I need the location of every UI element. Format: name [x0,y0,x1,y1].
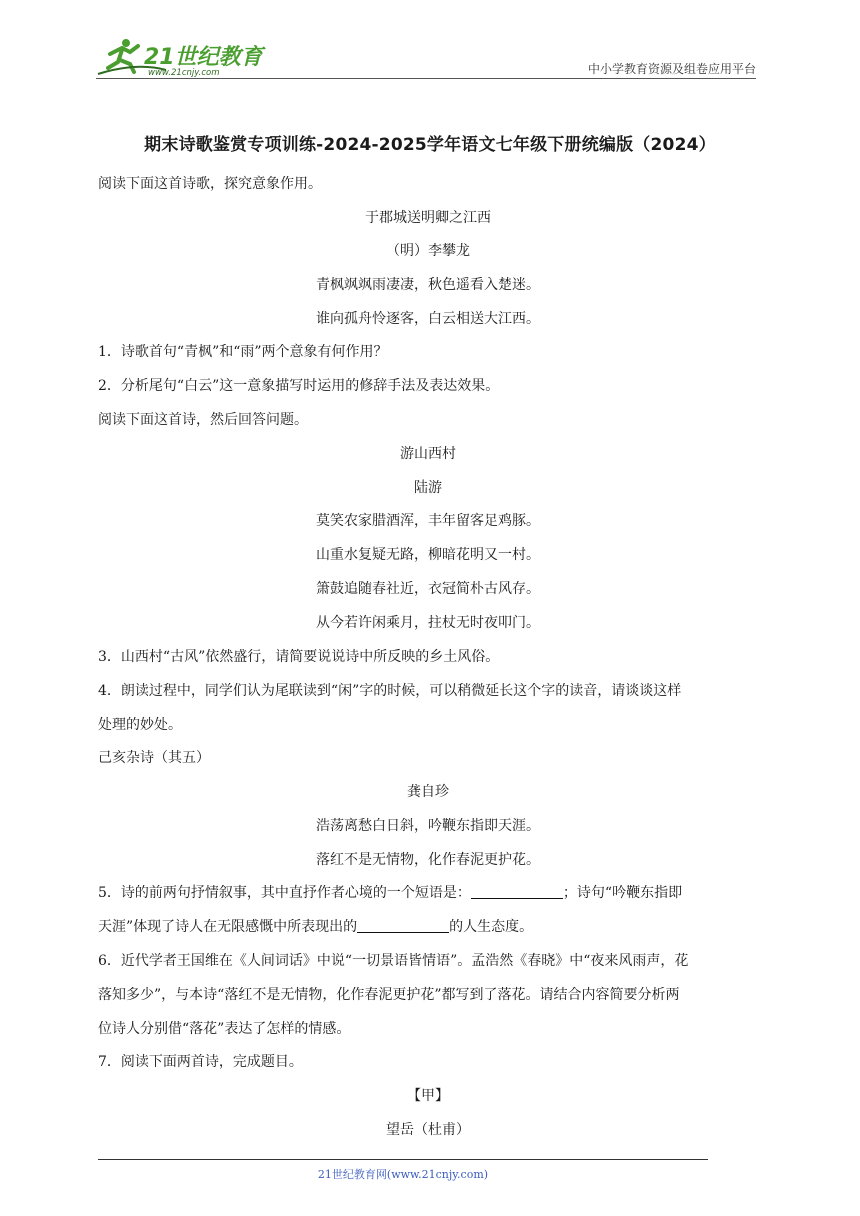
question-2: 2．分析尾句“白云”这一意象描写时运用的修辞手法及表达效果。 [98,378,500,394]
logo-url: www.21cnjy.com [148,68,220,78]
question-4-line: 4．朗读过程中，同学们认为尾联读到“闲”字的时候，可以稍微延长这个字的读音，请谈谈这样 [98,683,682,699]
question-6-line: 落知多少”，与本诗“落红不是无情物，化作春泥更护花”都写到了落花。请结合内容简要分析两 [98,987,680,1003]
logo-wordmark: 21世纪教育 [144,45,263,70]
poem3-title: 己亥杂诗（其五） [98,750,210,766]
question-4-line: 处理的妙处。 [98,717,182,733]
header-divider [96,78,756,79]
poem-a-title: 望岳（杜甫） [386,1122,470,1138]
poem3-line: 浩荡离愁白日斜，吟鞭东指即天涯。 [316,818,540,834]
poem2-title: 游山西村 [400,446,456,462]
answer-blank[interactable] [357,918,449,933]
footer-link[interactable]: 21世纪教育网(www.21cnjy.com) [317,1168,489,1181]
section1-intro: 阅读下面这首诗歌，探究意象作用。 [98,176,322,192]
poem3-line: 落红不是无情物，化作春泥更护花。 [316,852,540,868]
part-a-label: 【甲】 [407,1088,449,1104]
question-6-line: 位诗人分别借“落花”表达了怎样的情感。 [98,1021,351,1037]
poem1-title: 于郡城送明卿之江西 [365,210,491,226]
answer-blank[interactable] [471,884,563,899]
question-5-line [98,883,682,903]
poem3-author: 龚自珍 [407,784,449,800]
q5-text-c: 天涯”体现了诗人在无限感慨中所表现出的 [98,919,358,935]
poem2-line: 箫鼓追随春社近，衣冠简朴古风存。 [316,581,540,597]
poem2-author: 陆游 [414,480,442,496]
poem1-line: 青枫飒飒雨凄凄，秋色遥看入楚迷。 [316,277,540,293]
poem1-line: 谁向孤舟怜逐客，白云相送大江西。 [316,311,540,327]
poem2-line: 山重水复疑无路，柳暗花明又一村。 [316,547,540,563]
question-5-line [98,917,533,937]
q5-text-d: 的人生态度。 [449,919,534,935]
site-logo [96,36,266,78]
q5-text-a: 5．诗的前两句抒情叙事，其中直抒作者心境的一个短语是： [98,885,471,901]
poem2-line: 从今若许闲乘月，拄杖无时夜叩门。 [316,615,540,631]
q5-text-b: ；诗句“吟鞭东指即 [562,885,683,901]
poem1-author: （明）李攀龙 [386,243,470,259]
section2-intro: 阅读下面这首诗，然后回答问题。 [98,412,308,428]
question-3: 3．山西村“古风”依然盛行，请简要说说诗中所反映的乡土风俗。 [98,649,500,665]
footer-divider [98,1159,708,1160]
header-slogan: 中小学教育资源及组卷应用平台 [587,62,756,76]
poem2-line: 莫笑农家腊酒浑，丰年留客足鸡豚。 [316,513,540,529]
question-1: 1．诗歌首句“青枫”和“雨”两个意象有何作用？ [98,344,388,360]
question-7: 7．阅读下面两首诗，完成题目。 [98,1054,303,1070]
question-6-line: 6．近代学者王国维在《人间词话》中说“一切景语皆情语”。孟浩然《春晓》中“夜来风雨声，花 [98,953,689,969]
document-title: 期末诗歌鉴赏专项训练-2024-2025学年语文七年级下册统编版（2024） [144,135,716,155]
